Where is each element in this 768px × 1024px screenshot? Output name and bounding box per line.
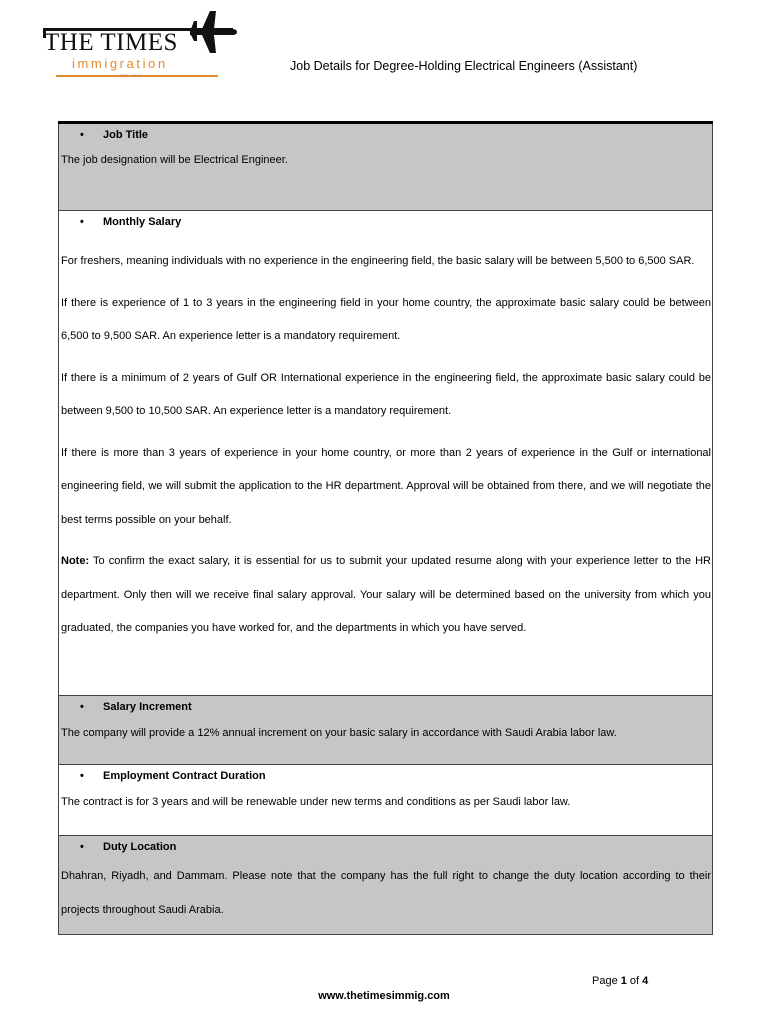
section-heading [59,696,712,718]
page-total: 4 [642,975,649,987]
logo-brand-text: THE TIMES [44,29,178,56]
heading-text: Monthly Salary [103,216,182,228]
website-url: www.thetimesimmig.com [318,990,450,1002]
section-heading [59,211,712,233]
page-of: of [626,975,643,987]
salary-paragraph-freshers: For freshers, meaning individuals with no experience in the engineering field, the basic salary will be between 5,500 to 6,500 SAR. [61,255,695,267]
heading-text: Job Title [103,129,149,141]
section-duty-location [58,836,713,935]
section-text: Dhahran, Riyadh, and Dammam. Please note that the company has the full right to change the duty location according to their projects throughout Saudi Arabia. [61,870,711,916]
section-heading [59,765,712,787]
section-text: The contract is for 3 years and will be renewable under new terms and conditions as per Saudi labor law. [61,796,571,808]
salary-note [59,545,712,646]
note-label: Note: [61,555,90,567]
bullet-icon: • [80,129,84,141]
document-title: Job Details for Degree-Holding Electrical Engineers (Assistant) [290,59,638,73]
section-salary-increment [58,696,713,765]
heading-text: Duty Location [103,841,177,853]
section-heading [59,124,712,146]
section-monthly-salary [58,211,713,696]
page-current: 1 [620,975,627,987]
salary-paragraph-gulf-experience: If there is a minimum of 2 years of Gulf OR International experience in the engineering field, the approximate basic salary could be between 9,500 to 10,500 SAR. An experience letter is a mandatory requirement. [61,371,711,417]
section-text: The company will provide a 12% annual increment on your basic salary in accordance with Saudi Arabia labor law. [61,727,617,739]
heading-text: Employment Contract Duration [103,770,266,782]
bullet-icon: • [80,770,84,782]
bullet-icon: • [80,841,84,853]
section-job-title [58,124,713,211]
section-text: The job designation will be Electrical Engineer. [61,154,288,166]
salary-paragraph-home-experience: If there is experience of 1 to 3 years in the engineering field in your home country, the approximate basic salary could be between 6,500 to 9,500 SAR. An experience letter is a mandatory requirement. [61,296,711,342]
section-heading [59,836,712,858]
logo-est-text: EST. 2018 [121,74,142,78]
section-contract-duration [58,765,713,836]
bullet-icon: • [80,216,84,228]
bullet-icon: • [80,701,84,713]
salary-paragraph-senior: If there is more than 3 years of experience in your home country, or more than 2 years of experience in the Gulf or international engineering field, we will submit the application to the HR department. Approval will be obtained from there, and we will negotiate the best terms possible on your behalf. [61,446,711,526]
company-logo [40,8,240,82]
logo-sub-text: immigration [72,56,168,71]
note-text: To confirm the exact salary, it is essential for us to submit your updated resume along with your experience letter to the HR department. Only then will we receive final salary approval. Your salary will be determined based on the university from which you graduated, the companies you have worked for, and the departments in which you have served. [61,555,711,634]
page-number [592,975,648,987]
job-details-table [58,121,713,935]
heading-text: Salary Increment [103,701,192,713]
page-label: Page [592,975,621,987]
